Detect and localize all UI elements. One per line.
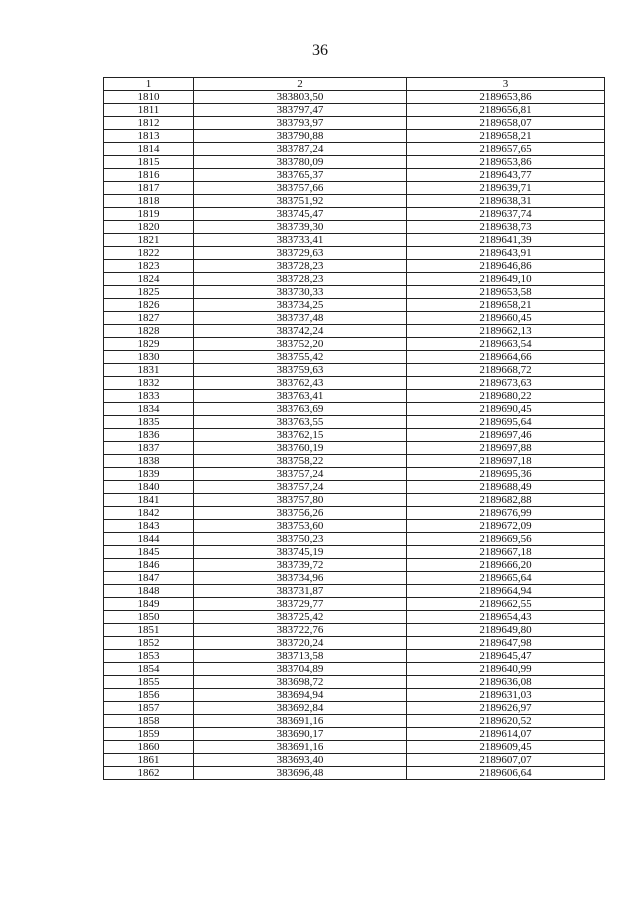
y-coordinate-cell: 2189656,81 xyxy=(407,104,605,117)
x-coordinate-cell: 383757,24 xyxy=(194,481,407,494)
y-coordinate-cell: 2189649,80 xyxy=(407,624,605,637)
table-row xyxy=(104,468,605,481)
x-coordinate-cell: 383745,19 xyxy=(194,546,407,559)
x-coordinate-cell: 383704,89 xyxy=(194,663,407,676)
table-row xyxy=(104,299,605,312)
x-coordinate-cell: 383803,50 xyxy=(194,91,407,104)
table-row xyxy=(104,676,605,689)
x-coordinate-cell: 383750,23 xyxy=(194,533,407,546)
point-number-cell: 1852 xyxy=(104,637,194,650)
x-coordinate-cell: 383762,15 xyxy=(194,429,407,442)
point-number-cell: 1837 xyxy=(104,442,194,455)
y-coordinate-cell: 2189638,31 xyxy=(407,195,605,208)
y-coordinate-cell: 2189614,07 xyxy=(407,728,605,741)
x-coordinate-cell: 383797,47 xyxy=(194,104,407,117)
y-coordinate-cell: 2189673,63 xyxy=(407,377,605,390)
table-row xyxy=(104,221,605,234)
x-coordinate-cell: 383731,87 xyxy=(194,585,407,598)
point-number-cell: 1859 xyxy=(104,728,194,741)
y-coordinate-cell: 2189657,65 xyxy=(407,143,605,156)
point-number-cell: 1840 xyxy=(104,481,194,494)
x-coordinate-cell: 383745,47 xyxy=(194,208,407,221)
table-body xyxy=(104,91,605,780)
point-number-cell: 1831 xyxy=(104,364,194,377)
x-coordinate-cell: 383763,69 xyxy=(194,403,407,416)
table-row xyxy=(104,91,605,104)
x-coordinate-cell: 383692,84 xyxy=(194,702,407,715)
point-number-cell: 1857 xyxy=(104,702,194,715)
y-coordinate-cell: 2189607,07 xyxy=(407,754,605,767)
table-row xyxy=(104,338,605,351)
point-number-cell: 1833 xyxy=(104,390,194,403)
table-row xyxy=(104,585,605,598)
table-row xyxy=(104,572,605,585)
y-coordinate-cell: 2189676,99 xyxy=(407,507,605,520)
x-coordinate-cell: 383752,20 xyxy=(194,338,407,351)
x-coordinate-cell: 383757,66 xyxy=(194,182,407,195)
table-row xyxy=(104,455,605,468)
y-coordinate-cell: 2189695,36 xyxy=(407,468,605,481)
x-coordinate-cell: 383790,88 xyxy=(194,130,407,143)
table-row xyxy=(104,715,605,728)
table-row xyxy=(104,130,605,143)
x-coordinate-cell: 383753,60 xyxy=(194,520,407,533)
y-coordinate-cell: 2189697,18 xyxy=(407,455,605,468)
y-coordinate-cell: 2189654,43 xyxy=(407,611,605,624)
point-number-cell: 1860 xyxy=(104,741,194,754)
y-coordinate-cell: 2189649,10 xyxy=(407,273,605,286)
point-number-cell: 1853 xyxy=(104,650,194,663)
table-row xyxy=(104,117,605,130)
table-row xyxy=(104,208,605,221)
x-coordinate-cell: 383780,09 xyxy=(194,156,407,169)
table-row xyxy=(104,481,605,494)
point-number-cell: 1810 xyxy=(104,91,194,104)
x-coordinate-cell: 383742,24 xyxy=(194,325,407,338)
point-number-cell: 1828 xyxy=(104,325,194,338)
point-number-cell: 1856 xyxy=(104,689,194,702)
point-number-cell: 1835 xyxy=(104,416,194,429)
point-number-cell: 1816 xyxy=(104,169,194,182)
x-coordinate-cell: 383696,48 xyxy=(194,767,407,780)
y-coordinate-cell: 2189609,45 xyxy=(407,741,605,754)
y-coordinate-cell: 2189658,21 xyxy=(407,130,605,143)
x-coordinate-cell: 383728,23 xyxy=(194,260,407,273)
table-row xyxy=(104,767,605,780)
table-row xyxy=(104,195,605,208)
point-number-cell: 1824 xyxy=(104,273,194,286)
x-coordinate-cell: 383759,63 xyxy=(194,364,407,377)
point-number-cell: 1838 xyxy=(104,455,194,468)
y-coordinate-cell: 2189669,56 xyxy=(407,533,605,546)
point-number-cell: 1850 xyxy=(104,611,194,624)
table-row xyxy=(104,351,605,364)
point-number-cell: 1841 xyxy=(104,494,194,507)
table-row xyxy=(104,156,605,169)
point-number-cell: 1862 xyxy=(104,767,194,780)
table-row xyxy=(104,494,605,507)
point-number-cell: 1854 xyxy=(104,663,194,676)
table-row xyxy=(104,169,605,182)
point-number-cell: 1826 xyxy=(104,299,194,312)
y-coordinate-cell: 2189643,91 xyxy=(407,247,605,260)
point-number-cell: 1820 xyxy=(104,221,194,234)
x-coordinate-cell: 383722,76 xyxy=(194,624,407,637)
x-coordinate-cell: 383730,33 xyxy=(194,286,407,299)
x-coordinate-cell: 383737,48 xyxy=(194,312,407,325)
point-number-cell: 1849 xyxy=(104,598,194,611)
x-coordinate-cell: 383755,42 xyxy=(194,351,407,364)
x-coordinate-cell: 383760,19 xyxy=(194,442,407,455)
x-coordinate-cell: 383763,41 xyxy=(194,390,407,403)
point-number-cell: 1814 xyxy=(104,143,194,156)
table-row xyxy=(104,364,605,377)
table-row xyxy=(104,533,605,546)
table-row xyxy=(104,442,605,455)
x-coordinate-cell: 383787,24 xyxy=(194,143,407,156)
table-row xyxy=(104,637,605,650)
y-coordinate-cell: 2189667,18 xyxy=(407,546,605,559)
x-coordinate-cell: 383693,40 xyxy=(194,754,407,767)
coordinates-table xyxy=(103,77,605,780)
table-row xyxy=(104,702,605,715)
table-row xyxy=(104,325,605,338)
x-coordinate-cell: 383713,58 xyxy=(194,650,407,663)
x-coordinate-cell: 383728,23 xyxy=(194,273,407,286)
x-coordinate-cell: 383765,37 xyxy=(194,169,407,182)
x-coordinate-cell: 383751,92 xyxy=(194,195,407,208)
point-number-cell: 1829 xyxy=(104,338,194,351)
y-coordinate-cell: 2189631,03 xyxy=(407,689,605,702)
point-number-cell: 1812 xyxy=(104,117,194,130)
x-coordinate-cell: 383720,24 xyxy=(194,637,407,650)
point-number-cell: 1858 xyxy=(104,715,194,728)
x-coordinate-cell: 383733,41 xyxy=(194,234,407,247)
y-coordinate-cell: 2189636,08 xyxy=(407,676,605,689)
table-row xyxy=(104,273,605,286)
table-row xyxy=(104,260,605,273)
y-coordinate-cell: 2189653,58 xyxy=(407,286,605,299)
table-row xyxy=(104,507,605,520)
point-number-cell: 1844 xyxy=(104,533,194,546)
point-number-cell: 1827 xyxy=(104,312,194,325)
table-row xyxy=(104,234,605,247)
y-coordinate-cell: 2189665,64 xyxy=(407,572,605,585)
y-coordinate-cell: 2189690,45 xyxy=(407,403,605,416)
table-row xyxy=(104,312,605,325)
point-number-cell: 1832 xyxy=(104,377,194,390)
y-coordinate-cell: 2189660,45 xyxy=(407,312,605,325)
table-row xyxy=(104,624,605,637)
table-row xyxy=(104,247,605,260)
column-header-1: 1 xyxy=(104,78,194,91)
table-row xyxy=(104,598,605,611)
y-coordinate-cell: 2189668,72 xyxy=(407,364,605,377)
point-number-cell: 1851 xyxy=(104,624,194,637)
y-coordinate-cell: 2189666,20 xyxy=(407,559,605,572)
column-header-3: 3 xyxy=(407,78,605,91)
x-coordinate-cell: 383762,43 xyxy=(194,377,407,390)
table-row xyxy=(104,390,605,403)
table-row xyxy=(104,377,605,390)
table-row xyxy=(104,728,605,741)
y-coordinate-cell: 2189658,21 xyxy=(407,299,605,312)
x-coordinate-cell: 383734,96 xyxy=(194,572,407,585)
y-coordinate-cell: 2189646,86 xyxy=(407,260,605,273)
point-number-cell: 1845 xyxy=(104,546,194,559)
table-row xyxy=(104,663,605,676)
table-row xyxy=(104,650,605,663)
point-number-cell: 1846 xyxy=(104,559,194,572)
y-coordinate-cell: 2189697,88 xyxy=(407,442,605,455)
table-row xyxy=(104,611,605,624)
y-coordinate-cell: 2189638,73 xyxy=(407,221,605,234)
point-number-cell: 1839 xyxy=(104,468,194,481)
x-coordinate-cell: 383698,72 xyxy=(194,676,407,689)
point-number-cell: 1817 xyxy=(104,182,194,195)
y-coordinate-cell: 2189626,97 xyxy=(407,702,605,715)
point-number-cell: 1818 xyxy=(104,195,194,208)
point-number-cell: 1848 xyxy=(104,585,194,598)
y-coordinate-cell: 2189643,77 xyxy=(407,169,605,182)
table-row xyxy=(104,754,605,767)
point-number-cell: 1843 xyxy=(104,520,194,533)
table-row xyxy=(104,429,605,442)
point-number-cell: 1855 xyxy=(104,676,194,689)
y-coordinate-cell: 2189682,88 xyxy=(407,494,605,507)
point-number-cell: 1861 xyxy=(104,754,194,767)
y-coordinate-cell: 2189637,74 xyxy=(407,208,605,221)
table-row xyxy=(104,559,605,572)
table-row xyxy=(104,286,605,299)
y-coordinate-cell: 2189653,86 xyxy=(407,91,605,104)
x-coordinate-cell: 383690,17 xyxy=(194,728,407,741)
table-row xyxy=(104,741,605,754)
y-coordinate-cell: 2189695,64 xyxy=(407,416,605,429)
table-row xyxy=(104,546,605,559)
x-coordinate-cell: 383793,97 xyxy=(194,117,407,130)
x-coordinate-cell: 383739,30 xyxy=(194,221,407,234)
y-coordinate-cell: 2189658,07 xyxy=(407,117,605,130)
x-coordinate-cell: 383758,22 xyxy=(194,455,407,468)
y-coordinate-cell: 2189680,22 xyxy=(407,390,605,403)
y-coordinate-cell: 2189662,13 xyxy=(407,325,605,338)
point-number-cell: 1842 xyxy=(104,507,194,520)
point-number-cell: 1813 xyxy=(104,130,194,143)
y-coordinate-cell: 2189641,39 xyxy=(407,234,605,247)
point-number-cell: 1811 xyxy=(104,104,194,117)
table-header-row xyxy=(104,78,605,91)
point-number-cell: 1819 xyxy=(104,208,194,221)
x-coordinate-cell: 383725,42 xyxy=(194,611,407,624)
point-number-cell: 1815 xyxy=(104,156,194,169)
y-coordinate-cell: 2189697,46 xyxy=(407,429,605,442)
page-number: 36 xyxy=(312,42,328,59)
point-number-cell: 1825 xyxy=(104,286,194,299)
point-number-cell: 1847 xyxy=(104,572,194,585)
table-row xyxy=(104,689,605,702)
y-coordinate-cell: 2189606,64 xyxy=(407,767,605,780)
table-row xyxy=(104,104,605,117)
column-header-2: 2 xyxy=(194,78,407,91)
x-coordinate-cell: 383739,72 xyxy=(194,559,407,572)
x-coordinate-cell: 383763,55 xyxy=(194,416,407,429)
table-row xyxy=(104,520,605,533)
point-number-cell: 1821 xyxy=(104,234,194,247)
x-coordinate-cell: 383756,26 xyxy=(194,507,407,520)
table-row xyxy=(104,143,605,156)
y-coordinate-cell: 2189688,49 xyxy=(407,481,605,494)
y-coordinate-cell: 2189647,98 xyxy=(407,637,605,650)
y-coordinate-cell: 2189664,94 xyxy=(407,585,605,598)
y-coordinate-cell: 2189663,54 xyxy=(407,338,605,351)
x-coordinate-cell: 383691,16 xyxy=(194,715,407,728)
table-row xyxy=(104,403,605,416)
y-coordinate-cell: 2189672,09 xyxy=(407,520,605,533)
x-coordinate-cell: 383757,80 xyxy=(194,494,407,507)
y-coordinate-cell: 2189664,66 xyxy=(407,351,605,364)
table-row xyxy=(104,182,605,195)
point-number-cell: 1830 xyxy=(104,351,194,364)
x-coordinate-cell: 383729,77 xyxy=(194,598,407,611)
y-coordinate-cell: 2189645,47 xyxy=(407,650,605,663)
y-coordinate-cell: 2189639,71 xyxy=(407,182,605,195)
point-number-cell: 1822 xyxy=(104,247,194,260)
x-coordinate-cell: 383734,25 xyxy=(194,299,407,312)
x-coordinate-cell: 383757,24 xyxy=(194,468,407,481)
point-number-cell: 1834 xyxy=(104,403,194,416)
x-coordinate-cell: 383694,94 xyxy=(194,689,407,702)
y-coordinate-cell: 2189640,99 xyxy=(407,663,605,676)
x-coordinate-cell: 383691,16 xyxy=(194,741,407,754)
y-coordinate-cell: 2189662,55 xyxy=(407,598,605,611)
point-number-cell: 1823 xyxy=(104,260,194,273)
y-coordinate-cell: 2189620,52 xyxy=(407,715,605,728)
point-number-cell: 1836 xyxy=(104,429,194,442)
x-coordinate-cell: 383729,63 xyxy=(194,247,407,260)
table-row xyxy=(104,416,605,429)
y-coordinate-cell: 2189653,86 xyxy=(407,156,605,169)
